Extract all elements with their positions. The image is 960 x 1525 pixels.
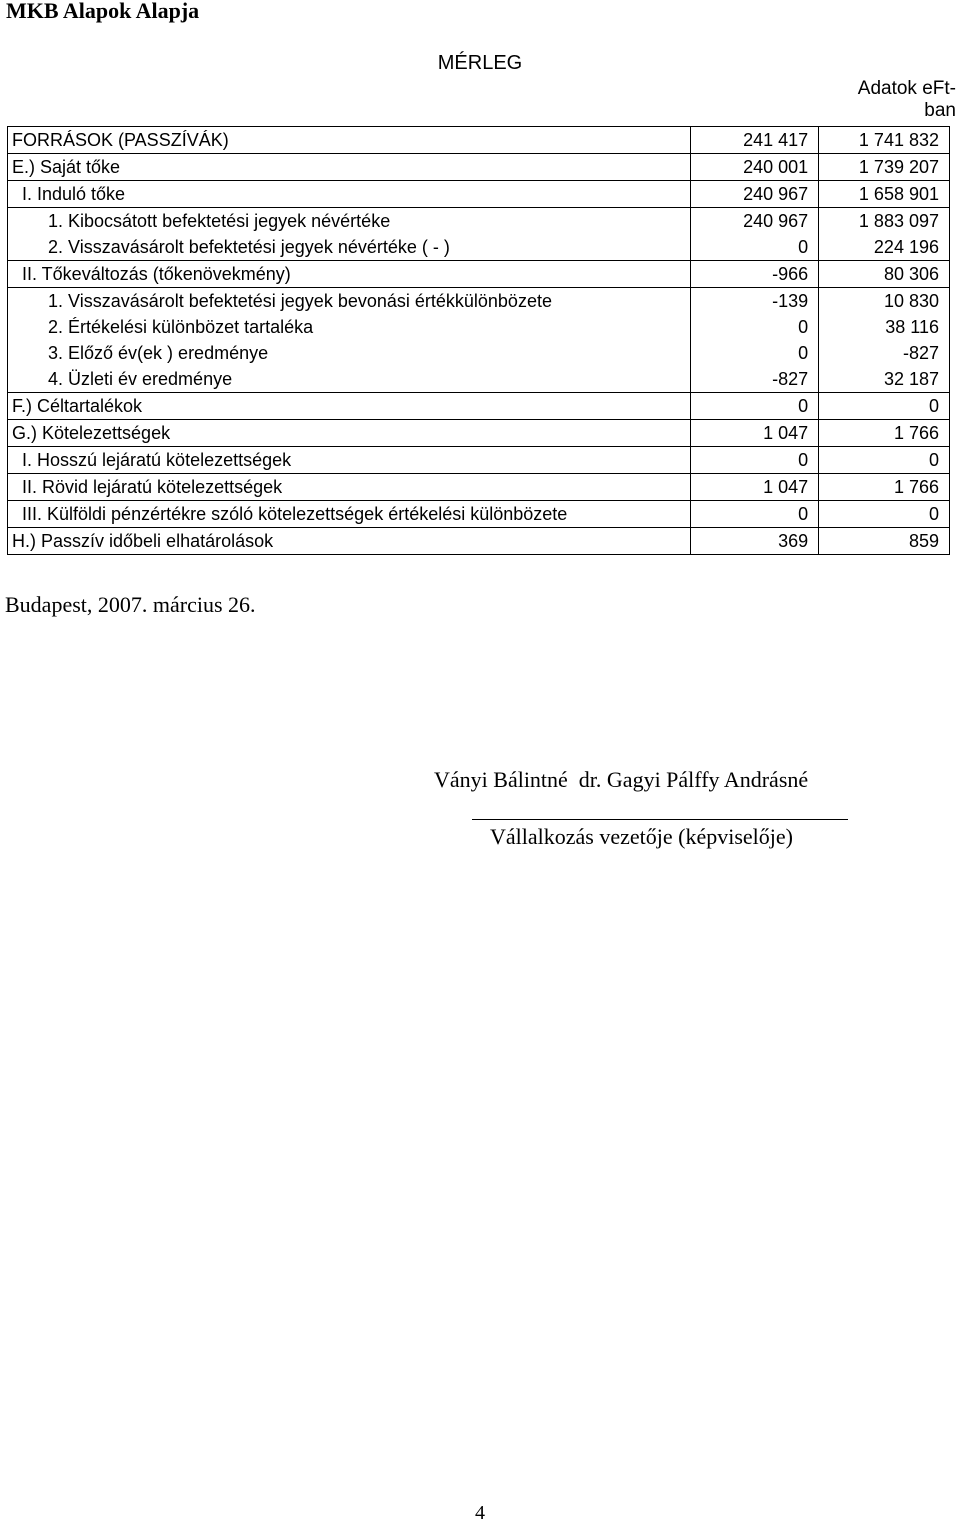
table-row	[8, 420, 950, 447]
table-row	[8, 501, 950, 528]
row-value-prev: 240 001	[691, 154, 819, 181]
row-label: II. Rövid lejáratú kötelezettségek	[8, 474, 691, 501]
document-title: MÉRLEG	[437, 52, 523, 74]
row-value-prev: 1 047	[691, 420, 819, 447]
row-value-prev: 241 417	[691, 127, 819, 154]
table-row	[8, 288, 950, 315]
row-label: G.) Kötelezettségek	[8, 420, 691, 447]
row-value-prev: 0	[691, 393, 819, 420]
signer-names: Ványi Bálintné dr. Gagyi Pálffy Andrásné	[434, 767, 809, 792]
row-value-curr: 224 196	[819, 234, 950, 261]
table-row	[8, 393, 950, 420]
row-value-prev: 0	[691, 340, 819, 366]
unit-note-line1: Adatok eFt-	[857, 78, 956, 99]
table-row	[8, 528, 950, 555]
row-label: 2. Visszavásárolt befektetési jegyek névértéke ( - )	[8, 234, 691, 261]
row-value-curr: 1 883 097	[819, 208, 950, 235]
row-value-curr: 1 766	[819, 474, 950, 501]
table-row	[8, 234, 950, 261]
table-row	[8, 366, 950, 393]
row-value-prev: 0	[691, 501, 819, 528]
row-label: 3. Előző év(ek ) eredménye	[48, 343, 269, 363]
balance-sheet-table	[7, 126, 950, 555]
row-value-prev: 240 967	[691, 181, 819, 208]
row-label: III. Külföldi pénzértékre szóló kötelezettségek értékelési különbözete	[8, 501, 691, 528]
row-value-curr: 859	[819, 528, 950, 555]
row-value-curr: 0	[819, 393, 950, 420]
row-label: 4. Üzleti év eredménye	[8, 366, 691, 393]
row-value-prev: 0	[691, 447, 819, 474]
row-value-curr: 0	[819, 501, 950, 528]
table-row	[8, 261, 950, 288]
place-and-date: Budapest, 2007. március 26.	[5, 592, 256, 617]
row-value-prev: 1 047	[691, 474, 819, 501]
row-value-curr: 32 187	[819, 366, 950, 393]
row-label: 1. Kibocsátott befektetési jegyek névértéke	[48, 211, 391, 231]
table-row	[8, 127, 950, 154]
table-row	[8, 474, 950, 501]
row-value-prev: 369	[691, 528, 819, 555]
row-label: FORRÁSOK (PASSZÍVÁK)	[8, 127, 691, 154]
row-label: 2. Értékelési különbözet tartaléka	[48, 317, 314, 337]
row-value-curr: -827	[819, 340, 950, 366]
row-value-curr: 1 766	[819, 420, 950, 447]
row-value-curr: 80 306	[819, 261, 950, 288]
page-number: 4	[475, 1502, 485, 1524]
row-label: I. Induló tőke	[8, 181, 691, 208]
row-value-prev: 0	[691, 314, 819, 340]
table-row	[8, 181, 950, 208]
row-value-curr: 1 741 832	[819, 127, 950, 154]
row-value-prev: 0	[691, 234, 819, 261]
row-label: F.) Céltartalékok	[8, 393, 691, 420]
row-value-prev: -139	[691, 288, 819, 315]
row-value-curr: 0	[819, 447, 950, 474]
row-label: E.) Saját tőke	[8, 154, 691, 181]
row-label: H.) Passzív időbeli elhatárolások	[12, 531, 274, 551]
table-row	[8, 340, 950, 366]
row-label: I. Hosszú lejáratú kötelezettségek	[8, 447, 691, 474]
table-row	[8, 208, 950, 235]
row-value-curr: 1 739 207	[819, 154, 950, 181]
row-value-curr: 38 116	[819, 314, 950, 340]
row-value-prev: -966	[691, 261, 819, 288]
row-value-curr: 10 830	[819, 288, 950, 315]
row-value-prev: -827	[691, 366, 819, 393]
table-row	[8, 154, 950, 181]
row-value-curr: 1 658 901	[819, 181, 950, 208]
table-row	[8, 447, 950, 474]
signature-line	[472, 819, 848, 820]
unit-note-line2: ban	[924, 100, 956, 121]
row-label: 1. Visszavásárolt befektetési jegyek bevonási értékkülönbözete	[48, 291, 552, 311]
row-label: II. Tőkeváltozás (tőkenövekmény)	[8, 261, 691, 288]
unit-note	[846, 78, 956, 122]
table-row	[8, 314, 950, 340]
row-value-prev: 240 967	[691, 208, 819, 235]
company-name: MKB Alapok Alapja	[6, 0, 200, 23]
signer-role: Vállalkozás vezetője (képviselője)	[490, 824, 793, 849]
